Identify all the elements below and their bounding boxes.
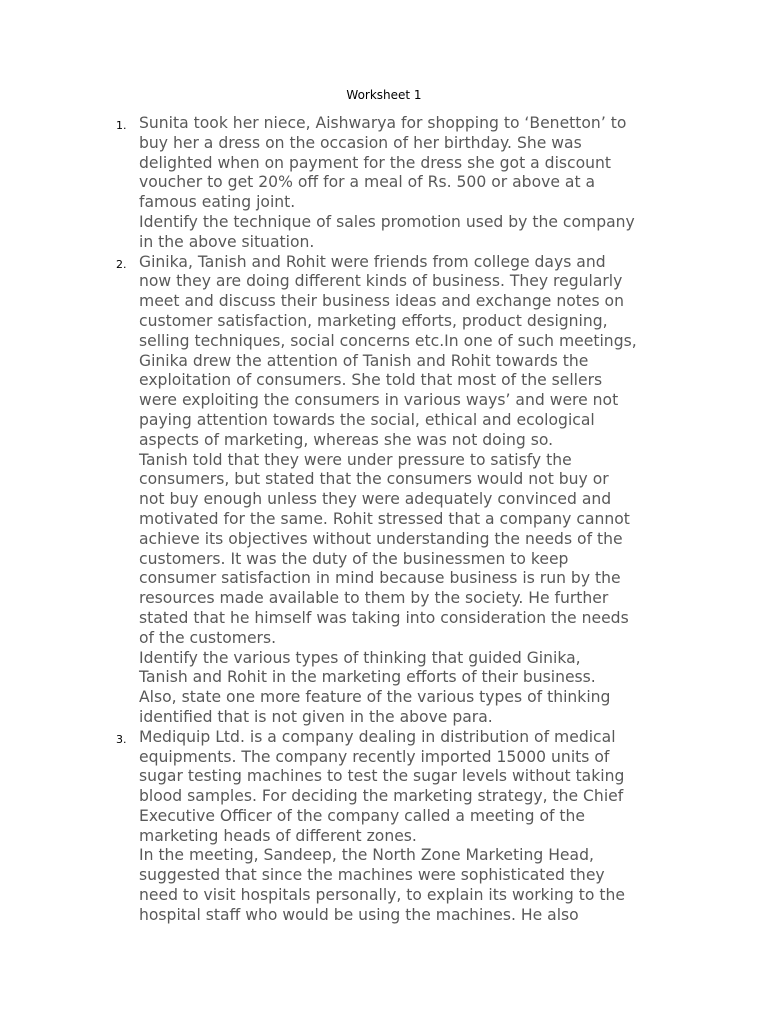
- text-line: Executive Officer of the company called a meeting of the: [139, 806, 586, 825]
- text-line: Tanish told that they were under pressure to satisfy the: [139, 450, 572, 469]
- text-line: now they are doing different kinds of business. They regularly: [139, 272, 623, 291]
- text-line: delighted when on payment for the dress she got a discount: [139, 153, 612, 172]
- text-line: Mediquip Ltd. is a company dealing in distribution of medical: [139, 727, 616, 746]
- question-item: [0, 728, 679, 926]
- text-line: were exploiting the consumers in various ways’ and were not: [139, 391, 619, 410]
- text-line: marketing heads of different zones.: [139, 826, 417, 845]
- text-line: Ginika drew the attention of Tanish and Rohit towards the: [139, 351, 589, 370]
- text-line: aspects of marketing, whereas she was not doing so.: [139, 430, 554, 449]
- text-line: Tanish and Rohit in the marketing efforts of their business.: [139, 668, 596, 687]
- text-line: customer satisfaction, marketing efforts, product designing,: [139, 311, 608, 330]
- text-line: achieve its objectives without understanding the needs of the: [139, 529, 623, 548]
- question-paragraph: [139, 253, 679, 451]
- question-paragraph: [139, 846, 679, 925]
- text-line: Sunita took her niece, Aishwarya for shopping to ‘Benetton’ to: [139, 114, 627, 132]
- text-line: paying attention towards the social, ethical and ecological: [139, 410, 595, 429]
- text-line: resources made available to them by the society. He further: [139, 589, 609, 608]
- text-line: of the customers.: [139, 628, 277, 647]
- text-line: equipments. The company recently imported 15000 units of: [139, 747, 610, 766]
- question-number: 3.: [116, 732, 127, 746]
- text-line: motivated for the same. Rohit stressed that a company cannot: [139, 509, 630, 528]
- question-paragraph: [139, 728, 679, 847]
- text-line: customers. It was the duty of the businessmen to keep: [139, 549, 569, 568]
- text-line: consumer satisfaction in mind because business is run by the: [139, 569, 621, 588]
- text-line: buy her a dress on the occasion of her birthday. She was: [139, 133, 582, 152]
- question-number: 1.: [116, 119, 127, 132]
- text-line: exploitation of consumers. She told that most of the sellers: [139, 371, 603, 390]
- question-number: 2.: [116, 257, 127, 271]
- text-line: Identify the various types of thinking that guided Ginika,: [139, 648, 581, 667]
- text-line: famous eating joint.: [139, 193, 296, 212]
- question-paragraph: [139, 451, 679, 649]
- question-paragraph: [139, 213, 679, 253]
- document-title: Worksheet 1: [346, 88, 422, 102]
- question-paragraph: [139, 649, 679, 728]
- text-line: in the above situation.: [139, 232, 315, 251]
- text-line: need to visit hospitals personally, to explain its working to the: [139, 886, 625, 905]
- text-line: sugar testing machines to test the sugar levels without taking: [139, 767, 625, 786]
- text-line: In the meeting, Sandeep, the North Zone Marketing Head,: [139, 846, 594, 865]
- text-line: suggested that since the machines were sophisticated they: [139, 866, 605, 885]
- text-line: Identify the technique of sales promotion used by the company: [139, 212, 635, 231]
- question-list: [0, 114, 679, 926]
- text-line: meet and discuss their business ideas and exchange notes on: [139, 292, 624, 311]
- text-line: hospital staff who would be using the machines. He also: [139, 905, 579, 924]
- text-line: Ginika, Tanish and Rohit were friends from college days and: [139, 252, 606, 271]
- text-line: Also, state one more feature of the various types of thinking: [139, 688, 611, 707]
- question-item: [0, 114, 679, 253]
- question-paragraph: [139, 114, 679, 213]
- text-line: blood samples. For deciding the marketing strategy, the Chief: [139, 787, 624, 806]
- text-line: stated that he himself was taking into consideration the needs: [139, 608, 629, 627]
- text-line: identified that is not given in the above para.: [139, 707, 493, 726]
- text-line: consumers, but stated that the consumers would not buy or: [139, 470, 609, 489]
- text-line: not buy enough unless they were adequately convinced and: [139, 490, 612, 509]
- text-line: selling techniques, social concerns etc.In one of such meetings,: [139, 331, 637, 350]
- question-item: [0, 253, 679, 728]
- text-line: voucher to get 20% off for a meal of Rs. 500 or above at a: [139, 173, 596, 192]
